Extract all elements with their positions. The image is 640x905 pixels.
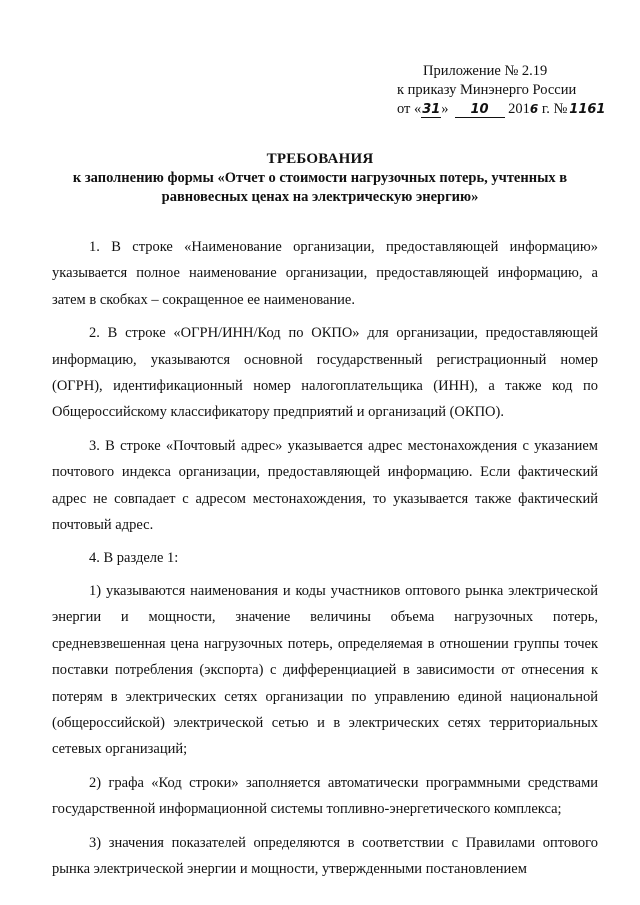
- paragraph-4: 4. В разделе 1:: [89, 550, 179, 567]
- document-body: [52, 234, 598, 889]
- paragraph-4-item-2: 2) графа «Код строки» заполняется автоматически программными средствами государственной информационной системы топливно-энергетического комплекса;: [52, 774, 598, 818]
- paragraph-2: 2. В строке «ОГРН/ИНН/Код по ОКПО» для организации, предоставляющей информацию, указываются основной государственный регистрационный номер (ОГРН), идентификационный номер налогоплательщика (ИНН), а также код по Общероссийскому классификатору предприятий и организаций (ОКПО).: [52, 325, 598, 421]
- title-heading: ТРЕБОВАНИЯ: [266, 151, 374, 167]
- order-date-line: [397, 100, 617, 119]
- year-suffix: г. №: [538, 101, 568, 117]
- appendix-header: [397, 62, 617, 119]
- title-subline-2: равновесных ценах на электрическую энергию»: [161, 189, 479, 205]
- handwritten-month: 10: [455, 102, 505, 118]
- handwritten-day: 31: [422, 102, 441, 117]
- handwritten-year-digit: 6: [529, 102, 539, 116]
- year-prefix: 201: [508, 101, 530, 117]
- date-mid: »: [441, 101, 449, 117]
- date-prefix: от «: [397, 101, 422, 117]
- title-subline-1: к заполнению формы «Отчет о стоимости нагрузочных потерь, учтенных в: [72, 170, 568, 186]
- paragraph-4-item-1: 1) указываются наименования и коды участников оптового рынка электрической энергии и мощности, значение величины объема нагрузочных потерь, средневзвешенная цена нагрузочных потерь, определяемая в отношении группы точек поставки потребления (экспорта) с дифференциацией в зависимости от отнесения к потерям в электрических сетях организации по управлению единой национальной (общероссийской) электрической сетью и в электрических сетях территориальных сетевых организаций;: [52, 582, 598, 758]
- appendix-number: Приложение № 2.19: [423, 63, 548, 79]
- paragraph-1: 1. В строке «Наименование организации, предоставляющей информацию» указывается полное наименование организации, предоставляющей информацию, а затем в скобках – сокращенное ее наименование.: [52, 239, 598, 308]
- order-reference: к приказу Минэнерго России: [397, 82, 577, 98]
- document-title: [0, 150, 640, 207]
- paragraph-3: 3. В строке «Почтовый адрес» указывается адрес местонахождения с указанием почтового индекса организации, предоставляющей информацию. Если фактический адрес не совпадает с адресом местонахождения, то указывается также фактический почтовый адрес.: [52, 437, 598, 534]
- paragraph-4-item-3: 3) значения показателей определяются в соответствии с Правилами оптового рынка электрической энергии и мощности, утвержденными постановлением: [52, 834, 598, 877]
- handwritten-order-number: 1161: [569, 102, 606, 117]
